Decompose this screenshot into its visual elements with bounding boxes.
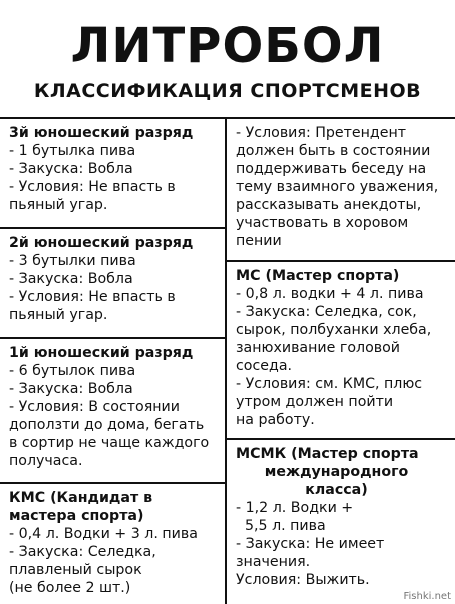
rank-title: МСМК (Мастер спорта [236, 446, 419, 462]
rank-line: утром должен пойти [236, 394, 394, 410]
rank-line: - Закуска: Вобла [9, 381, 133, 397]
rank-line: доползти до дома, бегать [9, 417, 205, 433]
rank-line: - 1 бутылка пива [9, 143, 136, 159]
rank-title: международного [264, 464, 409, 480]
rank-line: - 0,4 л. Водки + 3 л. пива [9, 526, 198, 542]
rank-title: класса) [305, 482, 368, 498]
rank-line: - 0,8 л. водки + 4 л. пива [236, 286, 424, 302]
rank-ms [227, 262, 455, 440]
left-column [0, 119, 227, 604]
rank-line: - Условия: Претендент [236, 125, 406, 141]
watermark: Fishki.net [403, 591, 451, 602]
rank-title: 2й юношеский разряд [9, 235, 194, 251]
rank-line: пьяный угар. [9, 197, 108, 213]
rank-msmk [227, 440, 455, 604]
rank-kms [0, 484, 225, 604]
rank-kms-continued [227, 119, 455, 262]
rank-2-junior [0, 229, 225, 339]
rank-line: - Закуска: Вобла [9, 161, 133, 177]
rank-3-junior [0, 119, 225, 229]
rank-line: значения. [236, 554, 311, 570]
rank-title: 3й юношеский разряд [9, 125, 194, 141]
rank-line: (не более 2 шт.) [9, 580, 131, 596]
rank-line: сырок, полбуханки хлеба, [236, 322, 432, 338]
rank-line: - Условия: см. КМС, плюс [236, 376, 423, 392]
rank-line: - Закуска: Не имеет [236, 536, 385, 552]
rank-line: пении [236, 233, 282, 249]
rank-line: получаса. [9, 453, 83, 469]
rank-line: должен быть в состоянии [236, 143, 431, 159]
rank-line: Условия: Выжить. [236, 572, 370, 588]
right-column [227, 119, 455, 604]
rank-line: поддерживать беседу на [236, 161, 427, 177]
rank-line: соседа. [236, 358, 293, 374]
rank-line: - 3 бутылки пива [9, 253, 136, 269]
rank-line: 5,5 л. пива [245, 518, 326, 534]
rank-line: пьяный угар. [9, 307, 108, 323]
rank-title: 1й юношеский разряд [9, 345, 194, 361]
classification-table [0, 119, 455, 604]
rank-line: рассказывать анекдоты, [236, 197, 422, 213]
rank-line: в сортир не чаще каждого [9, 435, 210, 451]
rank-line: плавленый сырок [9, 562, 142, 578]
rank-line: - 1,2 л. Водки + [236, 500, 354, 516]
page-title: ЛИТРОБОЛ [70, 18, 385, 74]
rank-line: - Условия: Не впасть в [9, 289, 176, 305]
rank-line: занюхивание головой [236, 340, 401, 356]
rank-line: - Условия: В состоянии [9, 399, 180, 415]
page-subtitle: КЛАССИФИКАЦИЯ СПОРТСМЕНОВ [33, 80, 422, 102]
rank-line: - Закуска: Селедка, сок, [236, 304, 417, 320]
rank-line: участвовать в хоровом [236, 215, 409, 231]
rank-line: на работу. [236, 412, 315, 428]
header [0, 0, 455, 119]
rank-1-junior [0, 339, 225, 484]
rank-line: - Условия: Не впасть в [9, 179, 176, 195]
rank-line: - Закуска: Селедка, [9, 544, 156, 560]
rank-title: МС (Мастер спорта) [236, 268, 400, 284]
rank-line: - 6 бутылок пива [9, 363, 136, 379]
rank-line: - Закуска: Вобла [9, 271, 133, 287]
rank-title: КМС (Кандидат в [9, 490, 153, 506]
rank-line: тему взаимного уважения, [236, 179, 439, 195]
rank-title: мастера спорта) [9, 508, 144, 524]
